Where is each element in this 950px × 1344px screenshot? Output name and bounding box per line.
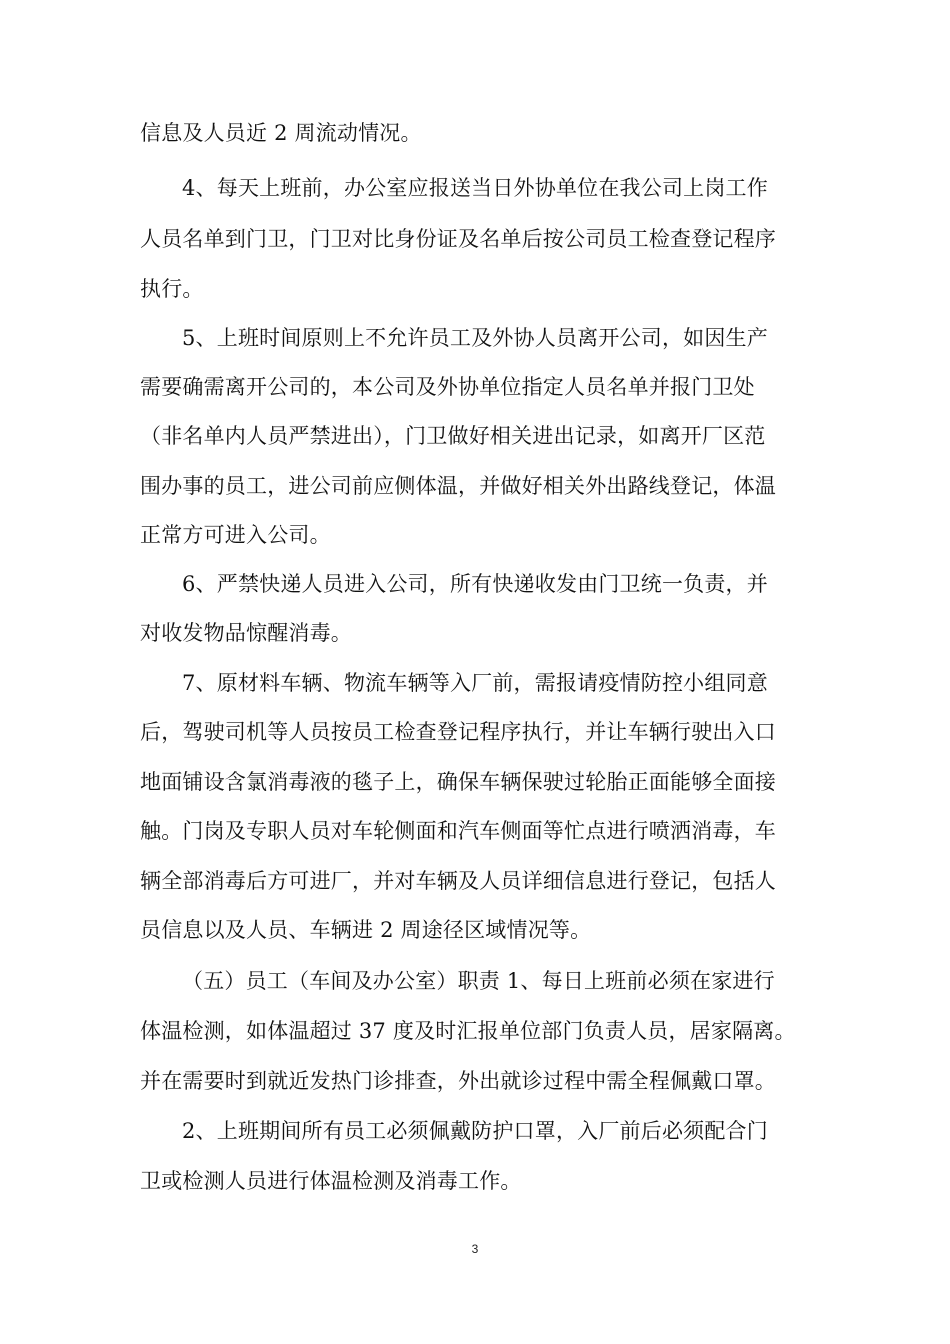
text-line-14: 地面铺设含氯消毒液的毯子上，确保车辆保驶过轮胎正面能够全面接 — [140, 770, 776, 794]
text-line-2: 4、每天上班前，办公室应报送当日外协单位在我公司上岗工作 — [182, 176, 768, 200]
text-line-8: 围办事的员工，进公司前应侧体温，并做好相关外出路线登记，体温 — [140, 474, 776, 498]
text-line-20: 并在需要时到就近发热门诊排查，外出就诊过程中需全程佩戴口罩。 — [140, 1069, 776, 1093]
text-line-21: 2、上班期间所有员工必须佩戴防护口罩，入厂前后必须配合门 — [182, 1119, 768, 1143]
text-line-10: 6、严禁快递人员进入公司，所有快递收发由门卫统一负责，并 — [182, 572, 768, 596]
text-line-13: 后，驾驶司机等人员按员工检查登记程序执行，并让车辆行驶出入口 — [140, 720, 776, 744]
text-line-15: 触。门岗及专职人员对车轮侧面和汽车侧面等忙点进行喷洒消毒，车 — [140, 819, 776, 843]
text-line-9: 正常方可进入公司。 — [140, 523, 331, 547]
text-line-18: （五）员工（车间及办公室）职责 1、每日上班前必须在家进行 — [182, 969, 775, 993]
text-line-22: 卫或检测人员进行体温检测及消毒工作。 — [140, 1169, 522, 1193]
text-line-1: 信息及人员近 2 周流动情况。 — [140, 121, 422, 145]
text-line-7: （非名单内人员严禁进出），门卫做好相关进出记录，如离开厂区范 — [140, 424, 766, 448]
page-number: 3 — [471, 1242, 479, 1256]
text-line-5: 5、上班时间原则上不允许员工及外协人员离开公司，如因生产 — [182, 326, 768, 350]
text-line-12: 7、原材料车辆、物流车辆等入厂前，需报请疫情防控小组同意 — [182, 671, 768, 695]
text-line-6: 需要确需离开公司的，本公司及外协单位指定人员名单并报门卫处 — [140, 375, 755, 399]
text-line-17: 员信息以及人员、车辆进 2 周途径区域情况等。 — [140, 918, 592, 942]
text-line-3: 人员名单到门卫，门卫对比身份证及名单后按公司员工检查登记程序 — [140, 227, 776, 251]
text-line-19: 体温检测，如体温超过 37 度及时汇报单位部门负责人员，居家隔离。 — [140, 1019, 796, 1043]
text-line-4: 执行。 — [140, 277, 204, 301]
text-line-11: 对收发物品惊醒消毒。 — [140, 621, 352, 645]
text-line-16: 辆全部消毒后方可进厂，并对车辆及人员详细信息进行登记，包括人 — [140, 869, 776, 893]
